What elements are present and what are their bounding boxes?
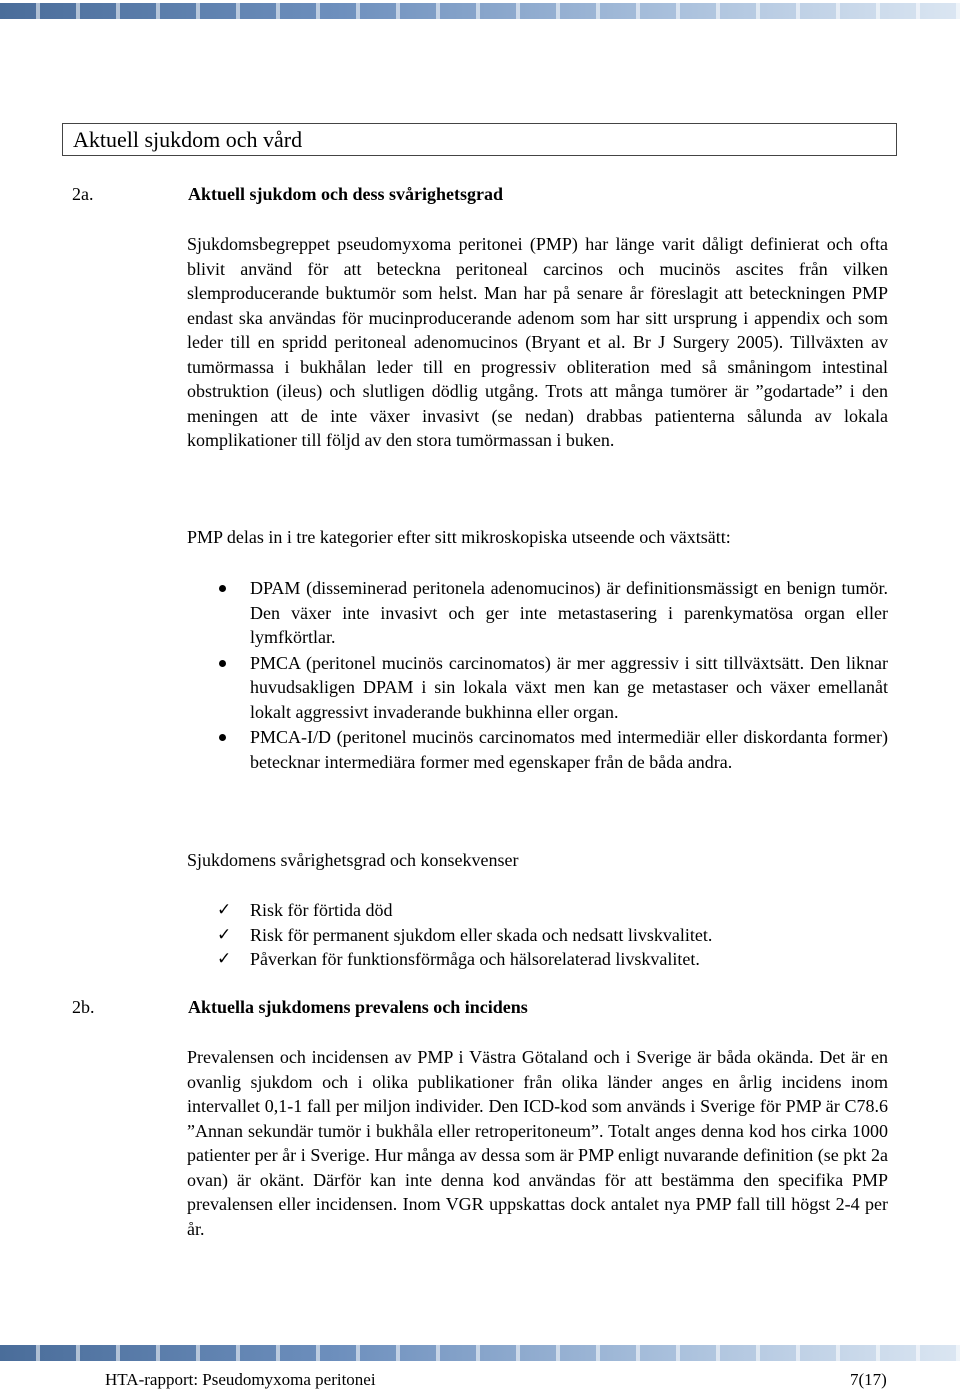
footer-report-title: HTA-rapport: Pseudomyxoma peritonei [105,1370,376,1389]
list-item [187,576,888,650]
bullet-icon [219,585,226,592]
list-item [187,923,888,948]
checkmark-icon: ✓ [217,924,232,945]
page-title: Aktuell sjukdom och vård [73,127,303,152]
section-2a-heading: Aktuell sjukdom och dess svårighetsgrad [188,184,504,204]
bullet-icon [219,734,226,741]
section-2b-number: 2b. [72,997,95,1017]
list-item [187,898,888,923]
list-item [187,651,888,725]
list-item [187,947,888,972]
section-2a-paragraph: Sjukdomsbegreppet pseudomyxoma peritonei (PMP) har länge varit dåligt definierat och ofta blivit använd för att beteckna peritoneal carcinos och mucinös ascites från vilken slemproducerande buktumör som helst. Man har på senare år föreslagit att beteckningen PMP endast ska användas för mucinproducerande adenom som har sitt ursprung i appendix och som leder till en spridd peritoneal adenomucinos (Bryant et al. Br J Surgery 2005). Tillväxten av tumörmassa i bukhålan leder till en progressiv obliteration med så småningom intestinal obstruktion (ileus) och slutligen dödlig utgång. Trots att många tumörer är ”godartade” i den meningen att de inte växer invasivt (se nedan) drabbas patienterna sålunda av lokala komplikationer till följd av den stora tumörmassan i buken. [187,234,888,450]
section-2a-number: 2a. [72,184,94,204]
consequence-text: Påverkan för funktionsförmåga och hälsorelaterad livskvalitet. [250,949,700,969]
section-2b-heading: Aktuella sjukdomens prevalens och incidens [188,997,528,1017]
categories-list [187,576,888,775]
header-decorative-band [0,3,960,19]
consequence-text: Risk för förtida död [250,900,393,920]
category-text: DPAM (disseminerad peritonela adenomucinos) är definitionsmässigt en benign tumör. Den växer inte invasivt och ger inte metastasering i parenkymatösa organ eller lymfkörtlar. [250,578,888,647]
bullet-icon [219,660,226,667]
consequences-list [187,898,888,972]
consequence-text: Risk för permanent sjukdom eller skada och nedsatt livskvalitet. [250,924,713,945]
checkmark-icon: ✓ [217,949,232,969]
list-item [187,725,888,774]
page-title-box [62,123,897,156]
severity-heading: Sjukdomens svårighetsgrad och konsekvenser [187,850,519,870]
footer-decorative-band [0,1345,960,1361]
category-text: PMCA (peritonel mucinös carcinomatos) är mer aggressiv i sitt tillväxtsätt. Den liknar huvudsakligen DPAM i sin lokala växt men kan ge metastaser och växer emellanåt lokalt aggressivt invaderande bukhinna eller organ. [250,652,888,722]
checkmark-icon: ✓ [217,900,232,920]
section-2b-paragraph: Prevalensen och incidensen av PMP i Västra Götaland och i Sverige är båda okända. Det är en ovanlig sjukdom och i olika publikationer från olika länder anges en årlig incidens inom intervallet 0,1-1 fall per miljon individer. Den ICD-kod som används i Sverige för PMP är C78.6 ”Annan sekundär tumör i bukhåla eller retroperitoneum”. Totalt anges denna kod hos cirka 1000 patienter per år i Sverige. Hur många av dessa som är PMP enligt nuvarande definition (se pkt 2a ovan) är okänt. Därför kan inte denna kod användas för att bestämma den specifika PMP prevalensen eller incidensen. Inom VGR uppskattas dock antalet nya PMP fall till högst 2-4 per år. [187,1047,888,1239]
categories-intro: PMP delas in i tre kategorier efter sitt mikroskopiska utseende och växtsätt: [187,527,731,547]
category-text: PMCA-I/D (peritonel mucinös carcinomatos med intermediär eller diskordanta former) betecknar intermediära former med egenskaper från de båda andra. [250,727,888,772]
footer-page-number: 7(17) [850,1370,887,1389]
